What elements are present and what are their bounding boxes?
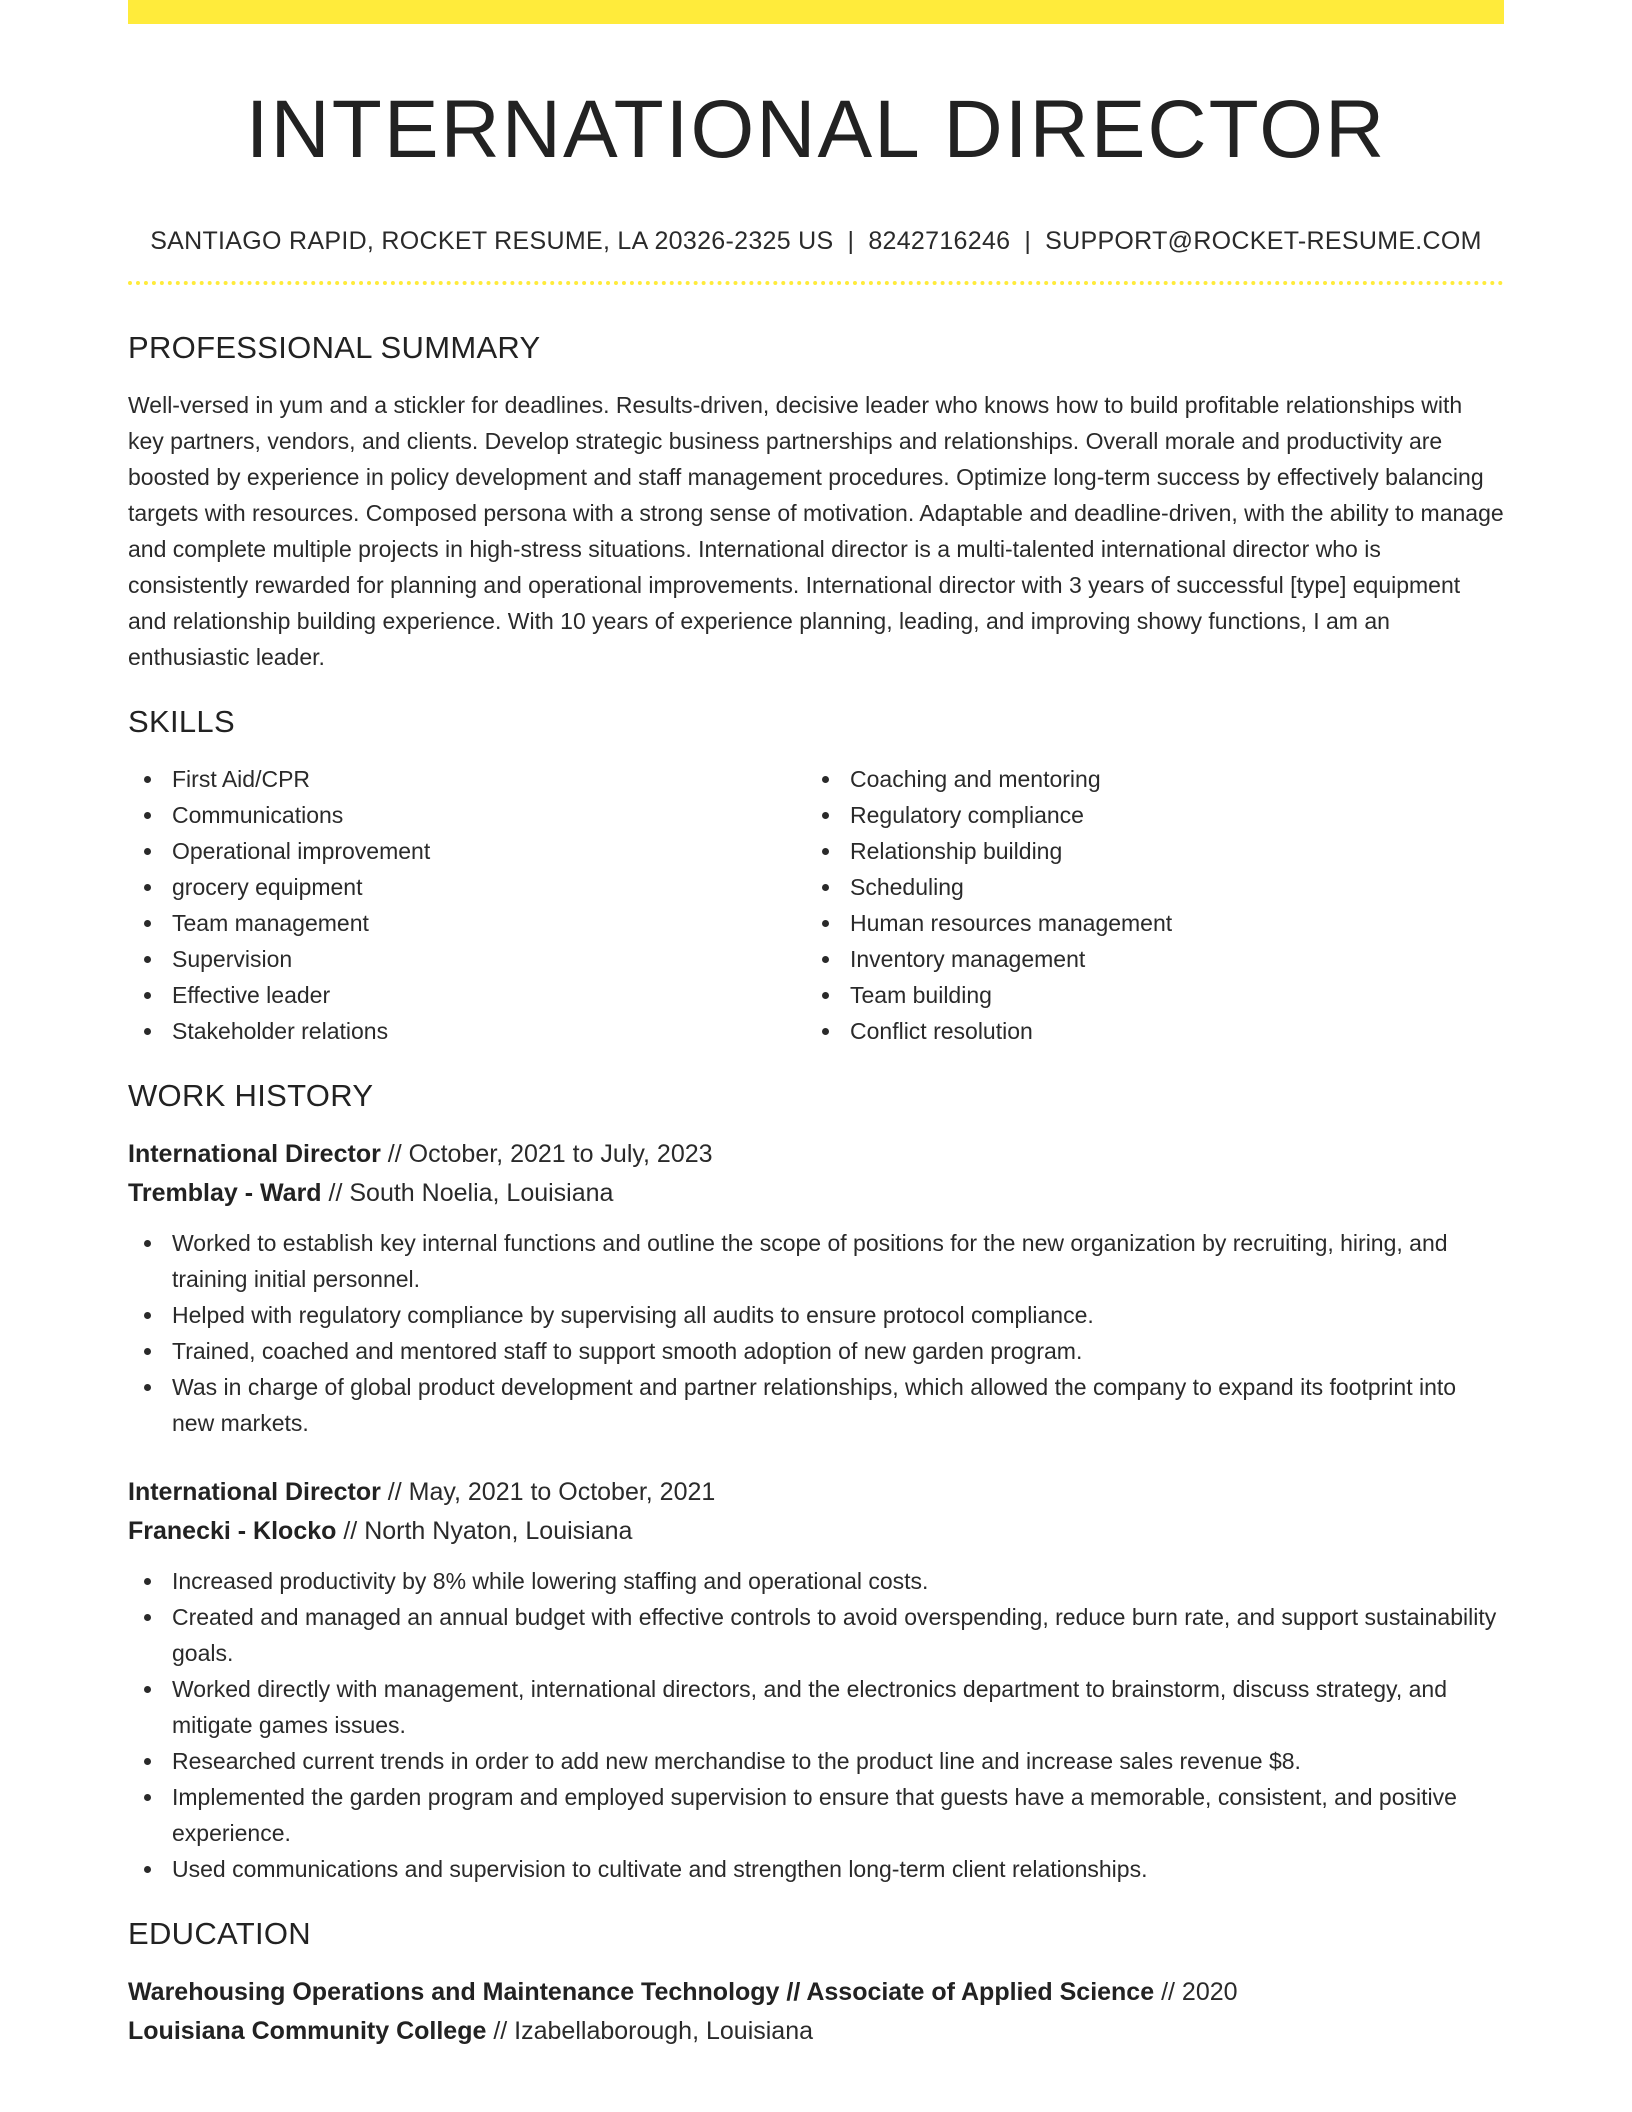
dotted-divider (128, 281, 1504, 285)
contact-separator: | (1024, 227, 1032, 255)
job-role: International Director (128, 1478, 381, 1506)
job-entry (128, 1135, 1504, 1441)
skill-item: Regulatory compliance (806, 797, 1484, 833)
job-company: Tremblay - Ward (128, 1179, 322, 1207)
resume-page (128, 0, 1504, 2051)
job-bullets (128, 1563, 1504, 1887)
education-divider: // (779, 1978, 807, 2006)
contact-phone: 8242716246 (868, 227, 1011, 255)
skill-item: Conflict resolution (806, 1013, 1484, 1049)
education-entry (128, 1973, 1504, 2051)
education-field: Warehousing Operations and Maintenance Technology (128, 1978, 780, 2006)
job-bullet: Used communications and supervision to cultivate and strengthen long-term client relationships. (128, 1851, 1504, 1887)
education-year: 2020 (1181, 1978, 1238, 2006)
job-divider: // (380, 1140, 409, 1168)
job-bullet: Trained, coached and mentored staff to support smooth adoption of new garden program. (128, 1333, 1504, 1369)
skill-item: Operational improvement (128, 833, 806, 869)
skill-item: Effective leader (128, 977, 806, 1013)
education-school: Louisiana Community College (128, 2017, 487, 2045)
education-divider: // (1154, 1978, 1182, 2006)
skill-item: Stakeholder relations (128, 1013, 806, 1049)
skill-item: grocery equipment (128, 869, 806, 905)
job-bullet: Worked directly with management, international directors, and the electronics department to brainstorm, discuss strategy, and mitigate games issues. (128, 1671, 1504, 1743)
job-divider: // (321, 1179, 350, 1207)
top-accent-bar (128, 0, 1504, 24)
education-school-line (128, 2012, 1504, 2051)
job-role: International Director (128, 1140, 381, 1168)
job-bullet: Increased productivity by 8% while lowering staffing and operational costs. (128, 1563, 1504, 1599)
job-bullet: Worked to establish key internal functions and outline the scope of positions for the new organization by recruiting, hiring, and training initial personnel. (128, 1225, 1504, 1297)
job-location: South Noelia, Louisiana (349, 1179, 614, 1207)
skill-item: Communications (128, 797, 806, 833)
job-bullet: Was in charge of global product development and partner relationships, which allowed the company to expand its footprint into new markets. (128, 1369, 1504, 1441)
job-location: North Nyaton, Louisiana (364, 1517, 633, 1545)
job-divider: // (336, 1517, 365, 1545)
job-bullet: Implemented the garden program and employed supervision to ensure that guests have a memorable, consistent, and positive experience. (128, 1779, 1504, 1851)
skill-item: Supervision (128, 941, 806, 977)
skills-list (128, 761, 1504, 1049)
job-dates: May, 2021 to October, 2021 (408, 1478, 716, 1506)
skill-item: Scheduling (806, 869, 1484, 905)
job-dates: October, 2021 to July, 2023 (408, 1140, 713, 1168)
skills-column-right (806, 761, 1484, 1049)
skill-item: Human resources management (806, 905, 1484, 941)
skill-item: Inventory management (806, 941, 1484, 977)
resume-name: INTERNATIONAL DIRECTOR (245, 84, 1387, 175)
contact-separator: | (847, 227, 855, 255)
education-heading: EDUCATION (128, 1916, 311, 1951)
job-entry (128, 1473, 1504, 1887)
job-company-line (128, 1174, 1504, 1213)
job-bullet: Created and managed an annual budget with effective controls to avoid overspending, reduce burn rate, and support sustainability goals. (128, 1599, 1504, 1671)
skill-item: Team management (128, 905, 806, 941)
contact-email: SUPPORT@ROCKET-RESUME.COM (1045, 227, 1482, 255)
job-bullet: Helped with regulatory compliance by supervising all audits to ensure protocol compliance. (128, 1297, 1504, 1333)
skills-column-left (128, 761, 806, 1049)
summary-heading: PROFESSIONAL SUMMARY (128, 330, 541, 365)
skills-heading: SKILLS (128, 704, 235, 739)
job-company-line (128, 1512, 1504, 1551)
job-title-line (128, 1473, 1504, 1512)
skill-item: Team building (806, 977, 1484, 1013)
skill-item: First Aid/CPR (128, 761, 806, 797)
skill-item: Relationship building (806, 833, 1484, 869)
job-company: Franecki - Klocko (128, 1517, 337, 1545)
skill-item: Coaching and mentoring (806, 761, 1484, 797)
job-divider: // (380, 1478, 409, 1506)
education-degree-line (128, 1973, 1504, 2012)
summary-text: Well-versed in yum and a stickler for deadlines. Results-driven, decisive leader who knows how to build profitable relationships with key partners, vendors, and clients. Develop strategic business partnerships and relationships. Overall morale and productivity are boosted by experience in policy development and staff management procedures. Optimize long-term success by effectively balancing targets with resources. Composed persona with a strong sense of motivation. Adaptable and deadline-driven, with the ability to manage and complete multiple projects in high-stress situations. International director is a multi-talented international director who is consistently rewarded for planning and operational improvements. International director with 3 years of successful [type] equipment and relationship building experience. With 10 years of experience planning, leading, and improving showy functions, I am an enthusiastic leader. (128, 392, 1504, 670)
education-divider: // (486, 2017, 515, 2045)
job-bullets (128, 1225, 1504, 1441)
education-degree: Associate of Applied Science (806, 1978, 1155, 2006)
education-location: Izabellaborough, Louisiana (514, 2017, 814, 2045)
contact-address: SANTIAGO RAPID, ROCKET RESUME, LA 20326-2325 US (150, 227, 834, 255)
job-bullet: Researched current trends in order to add new merchandise to the product line and increase sales revenue $8. (128, 1743, 1504, 1779)
contact-line (128, 225, 1504, 257)
work-history-heading: WORK HISTORY (128, 1078, 374, 1113)
job-title-line (128, 1135, 1504, 1174)
